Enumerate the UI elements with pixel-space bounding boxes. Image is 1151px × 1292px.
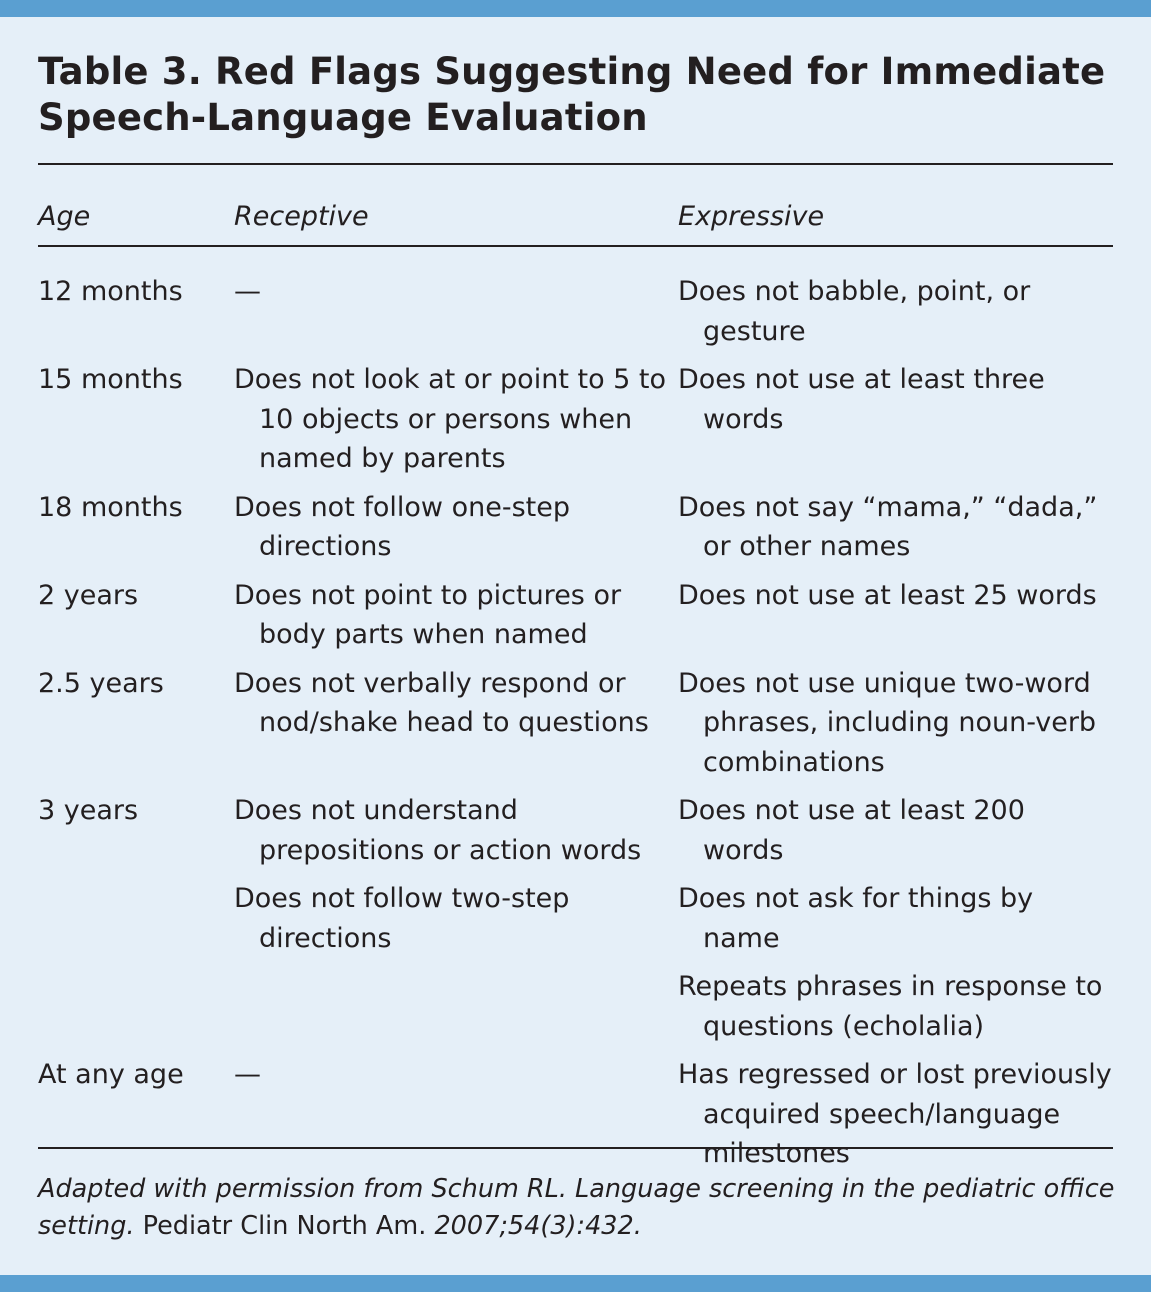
receptive-cell: [234, 664, 678, 743]
table-row: [38, 272, 1113, 351]
expressive-entry: Has regressed or lost previously acquired speech/language milestones: [678, 1059, 1112, 1169]
expressive-cell: [678, 1055, 1113, 1174]
receptive-entry: Does not follow one-step directions: [234, 491, 570, 562]
table-row: [38, 360, 1113, 479]
table-row: [38, 791, 1113, 1046]
receptive-cell: [234, 488, 678, 567]
expressive-cell: [678, 488, 1113, 567]
top-accent-bar: [0, 0, 1151, 17]
footer-divider: [38, 1147, 1113, 1149]
column-header-age: Age: [38, 201, 91, 232]
receptive-cell: [234, 1055, 678, 1095]
expressive-entry: Does not use unique two-word phrases, including noun-verb combinations: [678, 667, 1097, 778]
column-header-receptive: Receptive: [234, 201, 369, 232]
footnote-volume: 2007;54(3):432.: [434, 1211, 642, 1241]
age-cell: 2 years: [38, 579, 139, 611]
expressive-cell: [678, 664, 1113, 783]
age-cell: 2.5 years: [38, 667, 164, 699]
age-cell: 15 months: [38, 364, 183, 395]
expressive-entry: Does not use at least three words: [678, 364, 1045, 435]
footnote-journal: Pediatr Clin North Am.: [134, 1211, 435, 1241]
age-cell: 18 months: [38, 491, 183, 523]
age-cell: 3 years: [38, 795, 139, 826]
table-row: [38, 1055, 1113, 1174]
receptive-entry: Does not follow two-step directions: [234, 883, 570, 954]
table-row: [38, 576, 1113, 655]
expressive-cell: [678, 576, 1113, 616]
receptive-entry: Does not look at or point to 5 to 10 objects or persons when named by parents: [234, 364, 667, 474]
expressive-cell: [678, 791, 1113, 1046]
age-cell: 12 months: [38, 276, 183, 307]
expressive-entry: Does not babble, point, or gesture: [678, 276, 1031, 347]
age-cell: At any age: [38, 1059, 184, 1090]
column-header-expressive: Expressive: [678, 201, 825, 232]
table-row: [38, 488, 1113, 567]
receptive-entry: Does not verbally respond or nod/shake head to questions: [234, 667, 649, 738]
expressive-entry: Does not use at least 25 words: [678, 579, 1097, 611]
receptive-cell: [234, 272, 678, 312]
receptive-entry: —: [234, 276, 261, 307]
footnote-citation: Adapted with permission from Schum RL. Language screening in the pediatric office setting.: [38, 1174, 1115, 1241]
table-row: [38, 664, 1113, 783]
bottom-accent-bar: [0, 1275, 1151, 1292]
receptive-entry: Does not point to pictures or body parts when named: [234, 579, 622, 650]
header-divider: [38, 245, 1113, 247]
expressive-entry: Does not ask for things by name: [678, 883, 1034, 954]
expressive-cell: [678, 272, 1113, 351]
source-footnote: [38, 1171, 1118, 1245]
table-body: [38, 272, 1113, 1183]
expressive-cell: [678, 360, 1113, 439]
receptive-entry: Does not understand prepositions or action words: [234, 795, 642, 866]
title-divider: [38, 163, 1113, 165]
expressive-entry: Does not use at least 200 words: [678, 795, 1025, 866]
receptive-cell: [234, 791, 678, 958]
receptive-cell: [234, 360, 678, 479]
receptive-entry: —: [234, 1059, 261, 1090]
receptive-cell: [234, 576, 678, 655]
table-title: Table 3. Red Flags Suggesting Need for Immediate Speech-Language Evaluation: [38, 50, 1106, 139]
expressive-entry: Does not say “mama,” “dada,” or other names: [678, 491, 1098, 562]
expressive-entry: Repeats phrases in response to questions (echolalia): [678, 971, 1103, 1042]
